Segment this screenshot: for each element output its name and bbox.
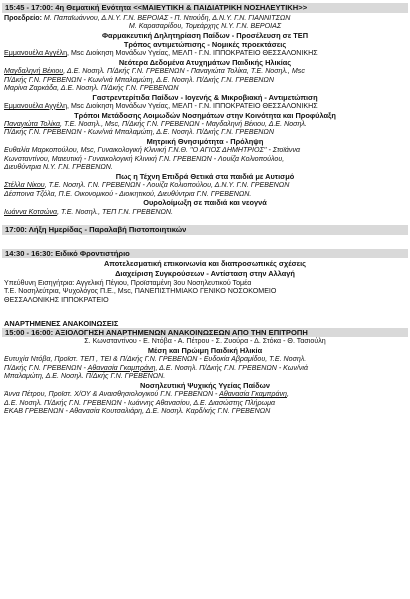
chairs-line-2: Μ. Καρασαρίδου, Τομεάρχης Ν.Υ. Γ.Ν. ΒΕΡΟΙΑΣ [128, 22, 282, 31]
topic2-line-2: Π/Δκής Γ.Ν. ΓΡΕΒΕΝΩΝ - Κων/νιά Μπαλαμώτη, Δ.Ε. Νοσηλ. Π/Δκής Γ.Ν. ΓΡΕΒΕΝΩΝ [4, 75, 274, 84]
topic2-line-1-rest: , Δ.Ε. Νοσηλ. Π/Δκής Γ.Ν. ΓΡΕΒΕΝΩΝ - Παναγιώτα Τολίκα, Τ.Ε. Νοσηλ., Msc [63, 66, 305, 75]
poster2-line-1 [4, 390, 406, 399]
poster1-line-1: Ευτυχία Ντόβα, Προϊστ. ΤΕΠ , ΤΕΙ & Π/Δκής Γ.Ν. ΓΡΕΒΕΝΩΝ - Ευδοκία Αβραμίδου, Τ.Ε. Νοσηλ. [4, 355, 307, 364]
topic4-line-1 [4, 120, 406, 129]
topic5-line-2: Κωνσταντίνου, Μαιευτική - Γυναικολογική Κλινική Γ.Ν. ΓΡΕΒΕΝΩΝ - Λουίζα Κολιοπούλου, [4, 154, 285, 163]
poster1-line-2-a: Π/Δκής Γ.Ν. ΓΡΕΒΕΝΩΝ - [4, 363, 88, 372]
workshop-title-1: Αποτελεσματική επικοινωνία και διαπροσωπικές σχέσεις [103, 259, 307, 269]
topic3-speaker-rest: , Msc Διοίκηση Μονάδων Υγείας, ΜΕΛΠ - Γ.Ν. ΙΠΠΟΚΡΑΤΕΙΟ ΘΕΣΣΑΛΟΝΙΚΗΣ [67, 101, 318, 110]
posters-heading: ΑΝΑΡΤΗΜΕΝΕΣ ΑΝΑΚΟΙΝΩΣΕΙΣ [4, 318, 119, 328]
topic7-speaker [4, 208, 406, 217]
poster1-line-2 [4, 364, 406, 373]
poster1-line-3: Μπαλαμώτη, Δ.Ε. Νοσηλ. Π/Δκής Γ.Ν. ΓΡΕΒΕΝΩΝ. [4, 372, 166, 381]
topic5-line-3: Διευθύντρια Ν.Υ. Γ.Ν. ΓΡΕΒΕΝΩΝ. [4, 163, 113, 172]
workshop-line-3: ΘΕΣΣΑΛΟΝΙΚΗΣ ΙΠΠΟΚΡΑΤΕΙΟ [4, 295, 109, 304]
posters-committee: Σ. Κωνσταντίνου - Ε. Ντόβα - Α. Πέτρου - Σ. Ζυούρα - Δ. Στόκα - Θ. Τασιούλη [84, 337, 326, 346]
topic6-line-1-rest: , Τ.Ε. Νοσηλ. Γ.Ν. ΓΡΕΒΕΝΩΝ - Λουίζα Κολιοπούλου, Δ.Ν.Υ. Γ.Ν. ΓΡΕΒΕΝΩΝ [44, 181, 290, 190]
topic4-line-2: Π/Δκής Γ.Ν. ΓΡΕΒΕΝΩΝ - Κων/νιά Μπαλαμώτη, Δ.Ε. Νοσηλ. Π/Δκής Γ.Ν. ΓΡΕΒΕΝΩΝ [4, 128, 274, 137]
poster2-line-2: Δ.Ε. Νοσηλ. Π/Δκής Γ.Ν. ΓΡΕΒΕΝΩΝ - Ιωάννης Αθανασίου, Δ.Ε. Διασώστης Πλήρωμα [4, 398, 276, 407]
poster1-line-2-b: , Δ.Ε. Νοσηλ. Π/Δκής Γ.Ν. ΓΡΕΒΕΝΩΝ - Κων/νιά [155, 363, 309, 372]
topic4-title: Τρόποι Μετάδοσης Λοιμωδών Νοσημάτων στην Κοινότητα και Προφύλαξη [74, 110, 336, 120]
poster2-line-1-name: Αθανασία Γκαμπράνη [219, 390, 287, 399]
chairs-label: Προεδρείο: [4, 13, 42, 22]
topic1-title-2: Τρόπος αντιμετώπισης - Νομικές προεκτάσεις [123, 39, 287, 49]
posters-band: 15:00 - 16:00: ΑΞΙΟΛΟΓΗΣΗ ΑΝΑΡΤΗΜΕΝΩΝ ΑΝΑΚΟΙΝΩΣΕΩΝ ΑΠΟ ΤΗΝ ΕΠΙΤΡΟΠΗ [2, 328, 408, 338]
topic1-speaker-rest: , Msc Διοίκηση Μονάδων Υγείας, ΜΕΛΠ - Γ.Ν. ΙΠΠΟΚΡΑΤΕΙΟ ΘΕΣΣΑΛΟΝΙΚΗΣ [67, 49, 318, 58]
topic4-line-1-rest: , Τ.Ε. Νοσηλ., Msc, Π/Δκής Γ.Ν. ΓΡΕΒΕΝΩΝ - Μαγδαληνή Βέκιου, Δ.Ε. Νοσηλ. [60, 119, 307, 128]
topic7-title: Ουρολοίμωξη σε παιδιά και νεογνά [143, 198, 267, 208]
poster2-line-3: ΕΚΑΒ ΓΡΕΒΕΝΩΝ - Αθανασία Κουτσαλιάρη, Δ.Ε. Νοσηλ. Καρδ/κής Γ.Ν. ΓΡΕΒΕΝΩΝ [4, 407, 271, 416]
poster2-line-1-b: , [287, 390, 289, 399]
topic2-line-3: Μαρίνα Ζαρκάδα, Δ.Ε. Νοσηλ. Π/Δκής Γ.Ν. ΓΡΕΒΕΝΩΝ [4, 84, 179, 93]
topic6-line-2: Δέσποινα Τζόλα, Π.Ε. Οικονομικού - Διοικητικού, Διευθύντρια Γ.Ν. ΓΡΕΒΕΝΩΝ. [4, 189, 252, 198]
topic3-title: Γαστρεντερίτιδα Παίδων - Ιογενής & Μικροβιακή - Αντιμετώπιση [92, 92, 318, 102]
topic3-speaker-name: Εμμανουέλα Αγγέλη [4, 101, 68, 110]
workshop-title-2: Διαχείριση Συγκρούσεων - Αντίσταση στην Αλλαγή [115, 268, 295, 278]
workshop-band: 14:30 - 16:30: Ειδικό Φροντιστήριο [2, 249, 408, 259]
topic7-speaker-rest: , Τ.Ε. Νοσηλ., ΤΕΠ Γ.Ν. ΓΡΕΒΕΝΩΝ. [57, 207, 173, 216]
chairs-text-1: Μ. Παπαϊωάννου, Δ.Ν.Υ. Γ.Ν. ΒΕΡΟΙΑΣ - Π. Ντιούδη, Δ.Ν.Υ. Γ.Ν. ΓΙΑΝΝΙΤΣΩΝ [41, 13, 291, 22]
topic1-speaker [4, 49, 406, 58]
chairs-line-1 [4, 14, 406, 23]
topic3-speaker [4, 102, 406, 111]
topic1-speaker-name: Εμμανουέλα Αγγέλη [4, 49, 68, 58]
topic4-speaker-name: Παναγιώτα Τολίκα [4, 119, 61, 128]
topic2-title: Νεότερα Δεδομένα Ατυχημάτων Παιδικής Ηλικίας [118, 57, 292, 67]
workshop-line-2: Τ.Ε. Νοσηλεύτρια, Ψυχολόγος Π.Ε., Msc, ΠΑΝΕΠΙΣΤΗΜΙΑΚΟ ΓΕΝΙΚΟ ΝΟΣΟΚΟΜΕΙΟ [4, 287, 277, 296]
poster1-line-2-name: Αθανασία Γκαμπράνη [87, 363, 156, 372]
topic6-title: Πως η Τέχνη Επιδρά Θετικά στα παιδιά με Αυτισμό [115, 171, 295, 181]
topic7-speaker-name: Ιωάννα Κοτσώνα [4, 207, 58, 216]
workshop-line-1: Υπεύθυνη Εισηγήτρια: Αγγελική Πέγιου, Προϊσταμένη 3ου Νοσηλευτικού Τομέα [4, 278, 252, 287]
poster2-line-1-a: Άννα Πέτρου, Προϊστ. Χ/ΟΥ & Αναισθησιολογικού Γ.Ν. ΓΡΕΒΕΝΩΝ - [4, 390, 220, 399]
topic2-speaker-name: Μαγδαληνή Βέκιου [4, 66, 64, 75]
topic5-line-1: Ευθαλία Μαρκοπούλου, Msc, Γυναικολογική Κλινική Γ.Ν.Θ. ''Ο ΑΓΙΟΣ ΔΗΜΗΤΡΙΟΣ'' - Στοϊάννα [4, 146, 301, 155]
closing-band: 17:00: Λήξη Ημερίδας - Παραλαβή Πιστοποιητικών [2, 225, 408, 235]
poster1-title: Μέση και Πρώιμη Παιδική Ηλικία [147, 345, 263, 355]
topic6-line-1 [4, 181, 406, 190]
topic6-speaker-name: Στέλλα Νίκου [4, 181, 45, 190]
poster2-title: Νοσηλευτική Ψυχικής Υγείας Παίδων [140, 380, 270, 390]
topic5-title: Μητρική Θνησιμότητα - Πρόληψη [146, 136, 264, 146]
session4-header: 15:45 - 17:00: 4η Θεματική Ενότητα <<ΜΑΙΕΥΤΙΚΗ & ΠΑΙΔΙΑΤΡΙΚΗ ΝΟΣΗΛΕΥΤΙΚΗ>> [2, 3, 408, 13]
topic2-line-1 [4, 67, 406, 76]
topic1-title-1: Φαρμακευτική Δηλητηρίαση Παίδων - Προσέλευση σε ΤΕΠ [101, 30, 309, 40]
